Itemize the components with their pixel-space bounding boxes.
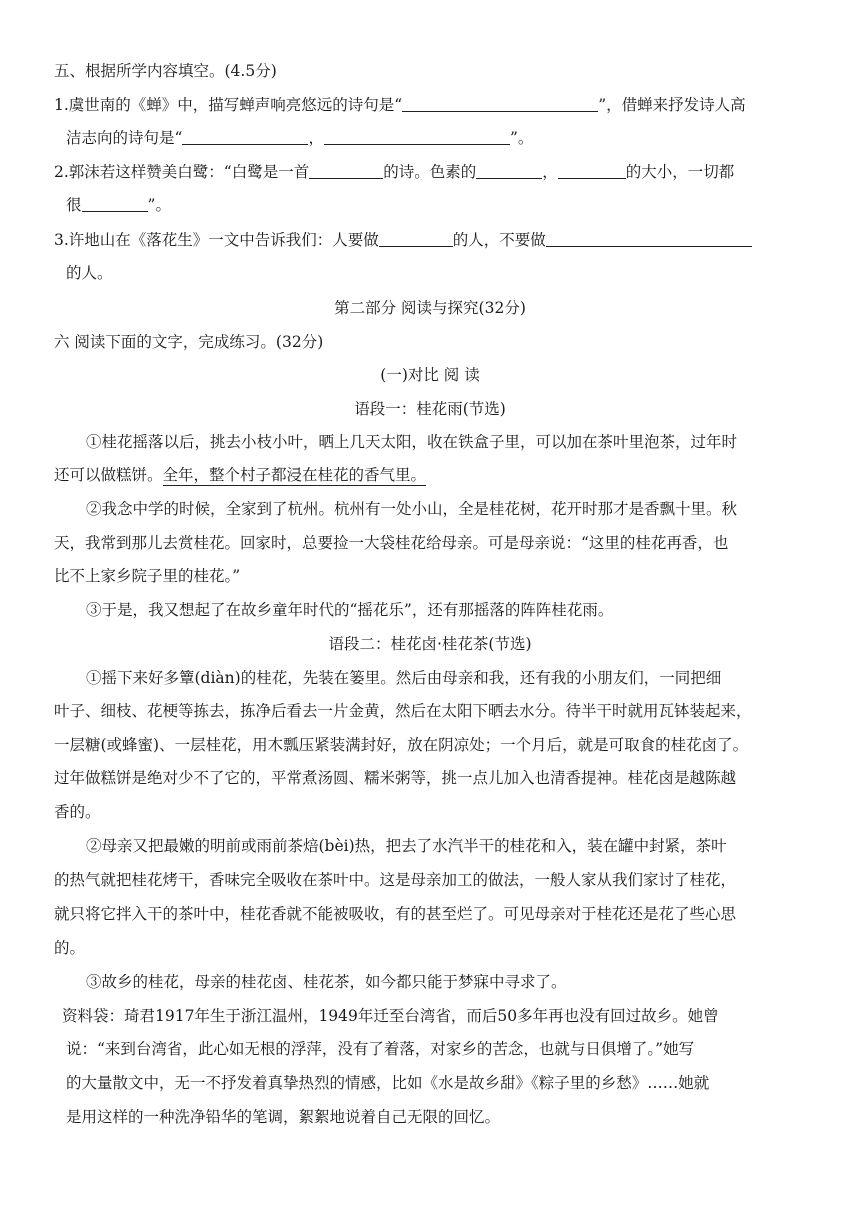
- q1-text-b: ”，借蝉来抒发诗人高: [598, 96, 746, 114]
- section6-title: 六 阅读下面的文字，完成练习。(32分): [54, 333, 324, 351]
- passage2-paragraph2-line2: 的热气就把桂花烤干，香味完全吸收在茶叶中。这是母亲加工的做法，一般人家从我们家讨了桂花，: [54, 871, 737, 889]
- q2-text-c: ，: [542, 163, 558, 181]
- info-bag-line3: 的大量散文中，无一不抒发着真挚热烈的情感，比如《水是故乡甜》《粽子里的乡愁》……她就: [66, 1074, 710, 1092]
- question1-line2: [66, 127, 533, 149]
- info-bag-line4: 是用这样的一种洗净铅华的笔调，絮絮地说着自己无限的回忆。: [66, 1108, 501, 1126]
- passage2-paragraph1-line2: 叶子、细枝、花梗等拣去，拣净后看去一片金黄，然后在太阳下晒去水分。待半干时就用瓦钵装起来，: [54, 702, 752, 720]
- text: 还可以做糕饼。: [54, 466, 163, 484]
- info-bag-line2: 说：“来到台湾省，此心如无根的浮萍，没有了着落，对家乡的苦念，也就与日俱增了。”她写: [66, 1040, 695, 1058]
- passage1-paragraph1-line1: ①桂花摇落以后，挑去小枝小叶，晒上几天太阳，收在铁盒子里，可以加在茶叶里泡茶，过年时: [86, 433, 738, 451]
- question3-line1: [54, 229, 752, 251]
- part2-title: 第二部分 阅读与探究(32分): [334, 299, 526, 317]
- passage2-paragraph1-line1: ①摇下来好多簟(diàn)的桂花，先装在篓里。然后由母亲和我，还有我的小朋友们，一同把细: [86, 669, 722, 687]
- passage2-paragraph2-line4: 的。: [54, 939, 86, 957]
- underlined-sentence: 全年，整个村子都浸在桂花的香气里。: [162, 466, 427, 484]
- section5-title: 五、根据所学内容填空。(4.5分): [54, 62, 277, 80]
- blank-field[interactable]: [476, 162, 542, 179]
- passage1-paragraph3-line1: ③于是，我又想起了在故乡童年时代的“摇花乐”，还有那摇落的阵阵桂花雨。: [86, 601, 614, 619]
- q2-text-b: 的诗。色素的: [383, 163, 477, 181]
- blank-field[interactable]: [546, 230, 752, 247]
- blank-field[interactable]: [379, 230, 453, 247]
- blank-field[interactable]: [82, 195, 148, 212]
- passage1-paragraph1-line2: [54, 464, 426, 486]
- q1-text-d: ”。: [509, 129, 534, 147]
- passage1-title: 语段一：桂花雨(节选): [354, 400, 506, 418]
- q1-text-a: 1.虞世南的《蝉》中，描写蝉声响亮悠远的诗句是“: [54, 96, 403, 114]
- passage1-paragraph2-line3: 比不上家乡院子里的桂花。”: [54, 567, 241, 585]
- passage2-paragraph2-line3: 就只将它拌入干的茶叶中，桂花香就不能被吸收，有的甚至烂了。可见母亲对于桂花还是花了些心思: [54, 905, 737, 923]
- subsection-title: (一)对比 阅 读: [380, 366, 480, 384]
- q2-text-f: ”。: [147, 196, 171, 214]
- passage2-paragraph1-line4: 过年做糕饼是绝对少不了它的，平常煮汤圆、糯米粥等，挑一点儿加入也清香提神。桂花卤是越陈越: [54, 769, 737, 787]
- question1-line1: [54, 94, 746, 116]
- q2-text-d: 的大小，一切都: [625, 163, 735, 181]
- blank-field[interactable]: [558, 162, 626, 179]
- info-bag-line1: 资料袋：琦君1917年生于浙江温州，1949年迁至台湾省，而后50多年再也没有回过故乡。她曾: [62, 1007, 719, 1025]
- passage2-paragraph3-line1: ③故乡的桂花，母亲的桂花卤、桂花茶，如今都只能于梦寐中寻求了。: [86, 973, 567, 991]
- passage1-paragraph2-line1: ②我念中学的时候，全家到了杭州。杭州有一处小山，全是桂花树，花开时那才是香飘十里。秋: [86, 500, 738, 518]
- passage2-title: 语段二：桂花卤·桂花茶(节选): [328, 635, 532, 653]
- question2-line2: [66, 194, 171, 216]
- blank-field[interactable]: [309, 162, 383, 179]
- passage1-paragraph2-line2: 天，我常到那儿去赏桂花。回家时，总要捡一大袋桂花给母亲。可是母亲说：“这里的桂花再香，也: [54, 534, 729, 552]
- question3-line2: 的人。: [66, 264, 113, 282]
- q3-text-b: 的人，不要做: [452, 231, 546, 249]
- q1-text-c: 洁志向的诗句是“: [66, 129, 183, 147]
- passage2-paragraph2-line1: ②母亲又把最嫩的明前或雨前茶焙(bèi)热，把去了水汽半干的桂花和入，装在罐中封紧，茶叶: [86, 837, 727, 855]
- blank-field[interactable]: [324, 128, 510, 145]
- q3-text-a: 3.许地山在《落花生》一文中告诉我们：人要做: [54, 231, 379, 249]
- passage2-paragraph1-line3: 一层糖(或蜂蜜)、一层桂花，用木瓢压紧装满封好，放在阴凉处；一个月后，就是可取食的桂花卤了。: [54, 736, 749, 754]
- question2-line1: [54, 161, 734, 183]
- q2-text-a: 2.郭沫若这样赞美白鹭：“白鹭是一首: [54, 163, 310, 181]
- q1-comma: ，: [308, 129, 324, 147]
- q2-text-e: 很: [66, 196, 82, 214]
- blank-field[interactable]: [182, 128, 308, 145]
- passage2-paragraph1-line5: 香的。: [54, 803, 101, 821]
- blank-field[interactable]: [402, 95, 598, 112]
